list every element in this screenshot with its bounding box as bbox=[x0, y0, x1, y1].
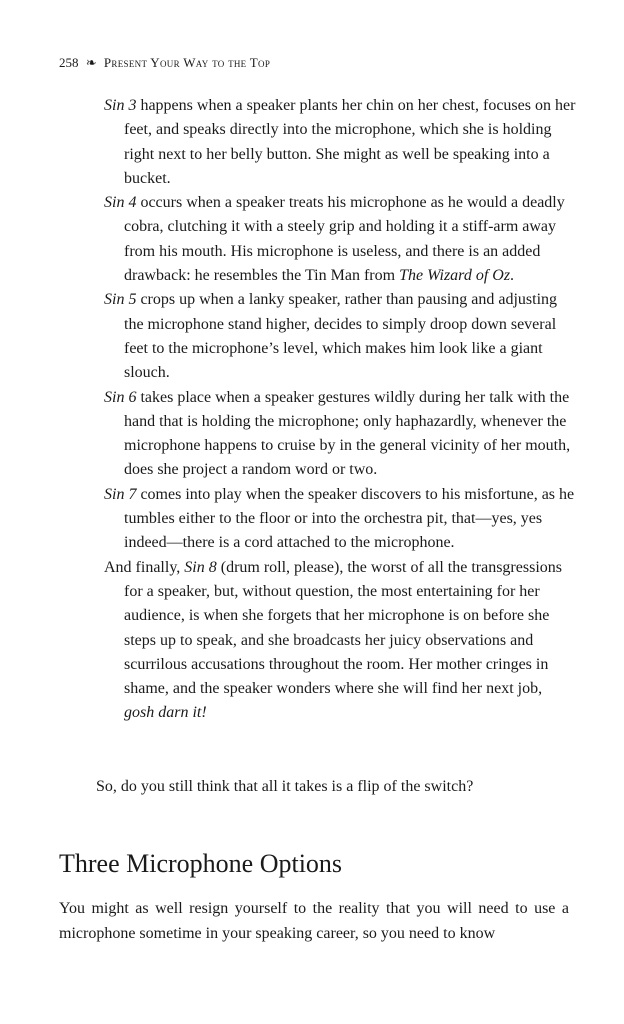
sin-prefix: And finally, bbox=[104, 558, 185, 576]
sin-exclamation: gosh darn it! bbox=[124, 704, 207, 722]
sin-item-5 bbox=[104, 288, 576, 385]
book-title: Present Your Way to the Top bbox=[103, 55, 271, 70]
page-number: 258 bbox=[59, 55, 79, 70]
book-reference: The Wizard of Oz bbox=[399, 267, 511, 285]
sin-label: Sin 5 bbox=[104, 291, 137, 309]
sin-text-end: . bbox=[510, 267, 515, 285]
sin-text: crops up when a lanky speaker, rather than pausing and adjusting the microphone stand higher, decides to simply droop down several feet to the microphone’s level, which makes him look like a giant slouch. bbox=[124, 291, 558, 382]
sin-text: (drum roll, please), the worst of all the transgressions for a speaker, but, without question, the most entertaining for her audience, is when she forgets that her microphone is on before she steps up to speak, and she broadcasts her juicy observations and scurrilous accusations throughout the room. Her mother cringes in shame, and the speaker wonders where she will find her next job, bbox=[124, 558, 562, 698]
sin-label: Sin 8 bbox=[184, 558, 217, 576]
running-head bbox=[59, 54, 270, 72]
closing-question: So, do you still think that all it takes is a flip of the switch? bbox=[96, 778, 474, 795]
sin-item-4 bbox=[104, 191, 576, 288]
sin-text: occurs when a speaker treats his microphone as he would a deadly cobra, clutching it with a steely grip and holding it a stiff-arm away from his mouth. His microphone is useless, and there is an added drawback: he resembles the Tin Man from bbox=[124, 194, 565, 285]
sin-text: happens when a speaker plants her chin on her chest, focuses on her feet, and speaks directly into the microphone, which she is holding right next to her belly button. She might as well be speaking into a bucket. bbox=[124, 97, 576, 187]
sin-item-8 bbox=[104, 556, 576, 726]
sin-label: Sin 3 bbox=[104, 97, 137, 114]
sin-text: comes into play when the speaker discovers to his misfortune, as he tumbles either to the floor or into the orchestra pit, that—yes, yes indeed—there is a cord attached to the microphone. bbox=[124, 485, 575, 552]
sin-item-3 bbox=[104, 94, 576, 191]
sin-label: Sin 4 bbox=[104, 194, 137, 212]
sin-label: Sin 7 bbox=[104, 485, 137, 503]
section-heading: Three Microphone Options bbox=[59, 849, 343, 878]
sin-item-7 bbox=[104, 483, 576, 556]
sin-text: takes place when a speaker gestures wildly during her talk with the hand that is holding the microphone; only haphazardly, whenever the microphone happens to cruise by in the general vicinity of her mouth, does she project a random word or two. bbox=[124, 388, 571, 479]
sin-item-6 bbox=[104, 386, 576, 483]
body-paragraph: You might as well resign yourself to the reality that you will need to use a microphone sometime in your speaking career, so you need to know bbox=[59, 900, 569, 942]
fleuron-icon: ❧ bbox=[85, 55, 97, 70]
sin-label: Sin 6 bbox=[104, 388, 137, 406]
sins-list bbox=[104, 94, 576, 726]
